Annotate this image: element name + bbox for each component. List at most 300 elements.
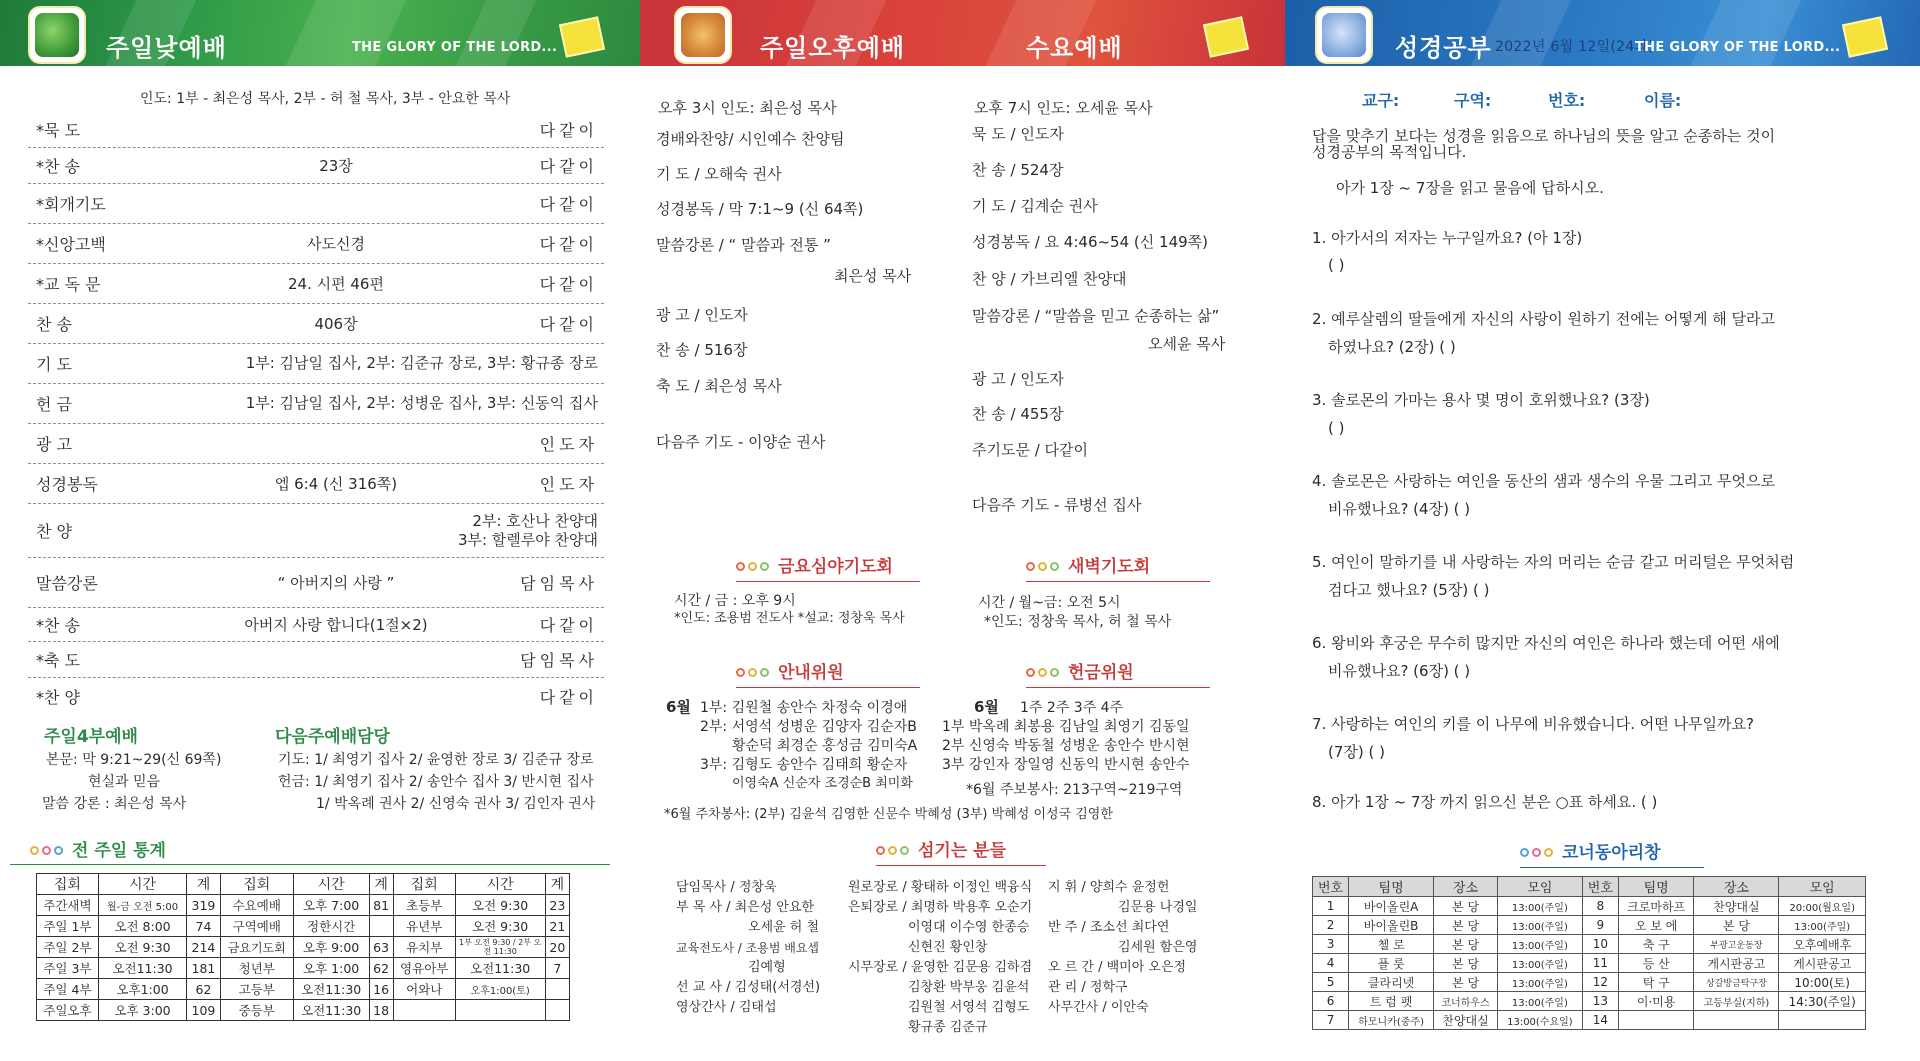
staff-line: 지 휘 / 양희수 윤정헌	[1048, 880, 1170, 895]
stats-table	[36, 873, 570, 1021]
offering-month: 6월	[974, 698, 999, 716]
column-header: 장소	[1694, 877, 1779, 897]
cell: 13:00(주일)	[1779, 916, 1866, 935]
wednesday-line: 성경봉독 / 요 4:46~54 (신 149쪽)	[972, 233, 1208, 251]
question-7: 7. 사랑하는 여인의 키를 이 나무에 비유했습니다. 어떤 나무일까요?	[1312, 715, 1754, 733]
staff-line: 김창환 박부웅 김윤석	[908, 980, 1030, 995]
cell: 오전11:30	[98, 958, 186, 979]
choir-3: 3부: 할렐루야 찬양대	[457, 530, 598, 549]
question-6: 6. 왕비와 후궁은 무수히 많지만 자신의 여인은 하나라 했는데 어떤 새에	[1312, 634, 1780, 652]
order-row	[28, 384, 604, 424]
cell: 축 구	[1618, 935, 1694, 954]
afternoon-line: 광 고 / 인도자	[656, 306, 748, 324]
afternoon-line: 기 도 / 오해숙 권사	[656, 165, 782, 183]
cell: 코너하우스	[1434, 992, 1498, 1011]
cell: 중등부	[220, 1000, 293, 1021]
study-intro: 성경공부의 목적입니다.	[1312, 143, 1467, 161]
cell	[545, 1000, 569, 1021]
choir-2: 2부: 호산나 찬양대	[472, 511, 598, 530]
cell: 6	[1313, 992, 1349, 1011]
club-table	[1312, 876, 1866, 1030]
cell	[393, 1000, 455, 1021]
cell: 18	[369, 1000, 393, 1021]
cell: 플 룻	[1349, 954, 1434, 973]
column-header: 계	[545, 874, 569, 895]
row-leader: 다같이	[539, 616, 598, 635]
cell: 크로마하프	[1618, 897, 1694, 916]
dawn-time: 시간 / 월~금: 오전 5시	[978, 595, 1121, 611]
friday-title-text: 금요심야기도회	[778, 557, 893, 577]
cell: 바이올린B	[1349, 916, 1434, 935]
leaf-logo-icon	[28, 6, 86, 64]
cell: 오전 8:00	[98, 916, 186, 937]
cell: 수요예배	[220, 895, 293, 916]
cell: 주일 4부	[37, 979, 99, 1000]
label-parish: 교구:	[1362, 91, 1400, 110]
afternoon-line: 최은성 목사	[834, 267, 912, 285]
cell: 오후 7:00	[293, 895, 369, 916]
table-row	[37, 1000, 570, 1021]
order-row	[28, 184, 604, 224]
dots-icon	[736, 667, 772, 679]
guide-line: 황순덕 최경순 홍성금 김미숙A	[732, 738, 918, 754]
fourth-service-text: 본문: 막 9:21~29(신 69쪽)	[46, 752, 222, 768]
row-leader: 다같이	[539, 315, 598, 334]
row-label: 기 도	[36, 355, 72, 374]
question-2: 2. 예루살렘의 딸들에게 자신의 사랑이 원하기 전에는 어떻게 해 달라고	[1312, 310, 1775, 328]
answer-blank-2: 하였나요? (2장) ( )	[1328, 338, 1456, 356]
row-leader: 인도자	[539, 435, 598, 454]
cell: 오전11:30	[455, 958, 545, 979]
row-label: *찬 송	[36, 157, 80, 176]
cell	[455, 1000, 545, 1021]
cell: 74	[187, 916, 221, 937]
question-4: 4. 솔로몬은 사랑하는 여인을 동산의 샘과 생수의 우물 그리고 무엇으로	[1312, 472, 1775, 490]
guide-line: 1부: 김원철 송안수 차정숙 이경애	[700, 700, 908, 716]
column-header: 모임	[1498, 877, 1583, 897]
dots-icon	[736, 561, 772, 573]
next-week-offering: 헌금: 1/ 최영기 집사 2/ 송안수 집사 3/ 반시현 집사	[278, 774, 594, 790]
cell: 본 당	[1434, 916, 1498, 935]
sunday-leaders: 인도: 1부 - 최은성 목사, 2부 - 허 철 목사, 3부 - 안요한 목사	[140, 91, 511, 107]
row-leader: 담임목사	[520, 574, 598, 593]
cell: 13:00(주일)	[1498, 992, 1583, 1011]
dots-icon	[1520, 847, 1556, 859]
row-label: *찬 양	[36, 687, 80, 707]
table-row	[1313, 992, 1866, 1011]
cell: 오후 1:00	[293, 958, 369, 979]
cell: 등 산	[1618, 954, 1694, 973]
row-leader: 1부: 김남일 집사, 2부: 김준규 장로, 3부: 황규종 장로	[245, 354, 598, 372]
note-paper-icon	[1842, 16, 1888, 58]
cell: 고등부실(지하)	[1694, 992, 1779, 1011]
table-row	[1313, 954, 1866, 973]
row-value: 엡 6:4 (신 316쪽)	[274, 475, 398, 493]
row-label: *교 독 문	[36, 275, 101, 294]
row-value: 24. 시편 46편	[288, 275, 384, 293]
dawn-title-text: 새벽기도회	[1068, 557, 1151, 577]
cell: 찬양대실	[1434, 1011, 1498, 1030]
cell: 주일 1부	[37, 916, 99, 937]
order-row	[28, 608, 604, 642]
column-header: 번호	[1313, 877, 1349, 897]
table-row	[1313, 935, 1866, 954]
cell: 13:00(주일)	[1498, 954, 1583, 973]
offering-weeks: 1주 2주 3주 4주	[1020, 700, 1124, 716]
stats-title-text: 전 주일 통계	[72, 841, 166, 861]
cell: 14	[1582, 1011, 1618, 1030]
cell	[1694, 1011, 1779, 1030]
wednesday-line: 기 도 / 김계순 권사	[972, 197, 1098, 215]
afternoon-next-prayer: 다음주 기도 - 이양순 권사	[656, 433, 826, 451]
dots-icon	[30, 845, 66, 857]
wednesday-line: 주기도문 / 다같이	[972, 441, 1089, 459]
row-leader: 다같이	[539, 157, 598, 176]
order-row	[28, 504, 604, 558]
cell: 게시판공고	[1694, 954, 1779, 973]
cell: 상갈방금탁구장	[1694, 973, 1779, 992]
order-row	[28, 642, 604, 678]
column-header: 집회	[220, 874, 293, 895]
cell: 23	[545, 895, 569, 916]
wednesday-time: 오후 7시 인도: 오세윤 목사	[974, 99, 1153, 117]
cell: 주일오후	[37, 1000, 99, 1021]
bulletin-service: *6월 주보봉사: 213구역~219구역	[966, 782, 1183, 798]
cell: 초등부	[393, 895, 455, 916]
column-header: 집회	[393, 874, 455, 895]
header-banner-study	[1285, 0, 1920, 66]
column-header: 집회	[37, 874, 99, 895]
offering-title	[1026, 658, 1210, 688]
cell: 62	[187, 979, 221, 1000]
staff-line: 영상간사 / 김태섭	[676, 1000, 777, 1015]
row-label: 찬 송	[36, 315, 72, 334]
cell	[1779, 1011, 1866, 1030]
table-row	[37, 958, 570, 979]
staff-line: 김문용 나경일	[1118, 900, 1198, 915]
table-row	[1313, 1011, 1866, 1030]
row-label: 말씀강론	[36, 574, 98, 593]
row-leader: 인도자	[539, 475, 598, 494]
cell: 오후 9:00	[293, 937, 369, 958]
question-3: 3. 솔로몬의 가마는 용사 몇 명이 호위했나요? (3장)	[1312, 391, 1650, 409]
answer-blank-6: 비유했나요? (6장) ( )	[1328, 662, 1471, 680]
dots-icon	[876, 845, 912, 857]
cell: 4	[1313, 954, 1349, 973]
row-value: 사도신경	[307, 235, 365, 253]
cell: 14:30(주일)	[1779, 992, 1866, 1011]
wednesday-line: 찬 양 / 가브리엘 찬양대	[972, 270, 1127, 288]
cell: 오후 3:00	[98, 1000, 186, 1021]
row-value: “ 아버지의 사랑 ”	[277, 574, 395, 592]
cell: 트 럼 펫	[1349, 992, 1434, 1011]
order-row	[28, 558, 604, 608]
cell: 부광고운동장	[1694, 935, 1779, 954]
question-8: 8. 아가 1장 ~ 7장 까지 읽으신 분은 ○표 하세요. ( )	[1312, 793, 1658, 811]
row-label: *묵 도	[36, 121, 80, 140]
row-value: 23장	[319, 157, 353, 175]
staff-line: 오 르 간 / 백미아 오은정	[1048, 960, 1187, 975]
order-row	[28, 112, 604, 148]
question-5: 5. 여인이 말하기를 내 사랑하는 자의 머리는 순금 같고 머리털은 무엇처럼	[1312, 553, 1795, 571]
cell: 13:00(주일)	[1498, 935, 1583, 954]
staff-line: 이영대 이수영 한종승	[908, 920, 1030, 935]
cell: 81	[369, 895, 393, 916]
guide-line: 이영숙A 신순자 조경순B 최미화	[732, 776, 913, 791]
staff-title-text: 섬기는 분들	[918, 841, 1007, 861]
dawn-prayer-title	[1026, 552, 1210, 582]
cell: 오전 9:30	[98, 937, 186, 958]
guide-title-text: 안내위원	[778, 663, 844, 683]
row-leader: 다같이	[539, 235, 598, 254]
staff-line: 김세원 함은영	[1118, 940, 1198, 955]
order-row	[28, 464, 604, 504]
cell: 13:00(주일)	[1498, 916, 1583, 935]
table-row	[37, 916, 570, 937]
table-header-row	[1313, 877, 1866, 897]
staff-line: 원로장로 / 황태하 이정인 백융식	[848, 880, 1033, 895]
row-label: 찬 양	[36, 522, 72, 541]
order-row	[28, 678, 604, 714]
row-leader: 다같이	[539, 121, 598, 140]
order-row	[28, 304, 604, 344]
wednesday-line: 오세윤 목사	[1148, 335, 1226, 353]
cell: 어와나	[393, 979, 455, 1000]
staff-line: 은퇴장로 / 최명하 박용후 오순기	[848, 900, 1033, 915]
table-header-row	[37, 874, 570, 895]
cell: 10:00(토)	[1779, 973, 1866, 992]
study-instruction: 아가 1장 ~ 7장을 읽고 물음에 답하시오.	[1336, 179, 1604, 197]
afternoon-line: 찬 송 / 516장	[656, 341, 748, 359]
staff-line: 김예형	[748, 960, 786, 975]
answer-blank-5: 검다고 했나요? (5장) ( )	[1328, 581, 1490, 599]
fourth-service-title: 주일4부예배	[44, 727, 138, 747]
order-row	[28, 424, 604, 464]
cell: 하모니카(중주)	[1349, 1011, 1434, 1030]
dots-icon	[1026, 667, 1062, 679]
table-row	[1313, 973, 1866, 992]
staff-line: 신현진 황인창	[908, 940, 988, 955]
cell: 유치부	[393, 937, 455, 958]
cell: 21	[545, 916, 569, 937]
cell: 20	[545, 937, 569, 958]
cell: 본 당	[1434, 954, 1498, 973]
stats-title	[30, 836, 180, 865]
column-header: 장소	[1434, 877, 1498, 897]
wednesday-line: 묵 도 / 인도자	[972, 125, 1064, 143]
cell: 319	[187, 895, 221, 916]
cell: 109	[187, 1000, 221, 1021]
column-header: 시간	[455, 874, 545, 895]
staff-line: 교육전도사 / 조용범 배요셉	[676, 941, 819, 955]
stats-divider	[10, 864, 610, 865]
cell	[545, 979, 569, 1000]
club-title-text: 코너동아리창	[1562, 843, 1661, 863]
row-value: 406장	[314, 315, 358, 333]
answer-blank-1: ( )	[1328, 256, 1345, 274]
column-header: 모임	[1779, 877, 1866, 897]
offering-line: 1부 박옥례 최봉용 김남일 최영기 김동일	[942, 719, 1190, 735]
column-header: 팀명	[1618, 877, 1694, 897]
wednesday-line: 말씀강론 / “말씀을 믿고 순종하는 삶”	[972, 307, 1220, 325]
parking-service: *6월 주차봉사: (2부) 김윤석 김영한 신문수 박혜성 (3부) 박혜성 이성국 김영한	[664, 807, 1113, 822]
afternoon-line: 축 도 / 최은성 목사	[656, 377, 782, 395]
afternoon-time: 오후 3시 인도: 최은성 목사	[658, 99, 837, 117]
header-banner-sunday	[0, 0, 640, 66]
cell: 영유아부	[393, 958, 455, 979]
wednesday-line: 찬 송 / 455장	[972, 405, 1064, 423]
cell: 13:00(주일)	[1498, 897, 1583, 916]
row-leader: 1부: 김남일 집사, 2부: 성병운 집사, 3부: 신동익 집사	[245, 394, 598, 412]
guide-month: 6월	[666, 698, 691, 716]
cell: 3	[1313, 935, 1349, 954]
afternoon-line: 성경봉독 / 막 7:1~9 (신 64쪽)	[656, 200, 864, 218]
answer-blank-7: (7장) ( )	[1328, 743, 1385, 761]
staff-line: 사무간사 / 이안숙	[1048, 1000, 1149, 1015]
cell: 이·미용	[1618, 992, 1694, 1011]
club-title	[1520, 838, 1704, 868]
note-paper-icon	[1203, 16, 1249, 58]
row-label: *축 도	[36, 651, 80, 670]
cell	[369, 916, 393, 937]
staff-line: 황규종 김준규	[908, 1020, 988, 1035]
afternoon-line: 말씀강론 / “ 말씀과 전통 ”	[656, 236, 831, 254]
row-value: 아버지 사랑 합니다(1절×2)	[244, 616, 428, 634]
offering-title-text: 헌금위원	[1068, 663, 1134, 683]
cell: 고등부	[220, 979, 293, 1000]
note-paper-icon	[559, 16, 605, 58]
cell: 본 당	[1434, 897, 1498, 916]
cell: 본 당	[1694, 916, 1779, 935]
cell: 오전11:30	[293, 979, 369, 1000]
staff-line: 반 주 / 조소선 최다연	[1048, 920, 1170, 935]
table-row	[1313, 897, 1866, 916]
friday-prayer-title	[736, 552, 920, 582]
cell: 8	[1582, 897, 1618, 916]
cell: 클라리넷	[1349, 973, 1434, 992]
question-1: 1. 아가서의 저자는 누구일까요? (아 1장)	[1312, 229, 1583, 247]
table-row	[37, 937, 570, 958]
section-title: 성경공부	[1395, 34, 1492, 62]
row-label: 헌 금	[36, 395, 72, 414]
cell: 오전 9:30	[455, 895, 545, 916]
cell: 7	[545, 958, 569, 979]
cell: 찬양대실	[1694, 897, 1779, 916]
cell: 오후1:00(토)	[455, 979, 545, 1000]
study-intro: 답을 맞추기 보다는 성경을 읽음으로 하나님의 뜻을 알고 순종하는 것이	[1312, 127, 1776, 145]
cell: 오전 9:30	[455, 916, 545, 937]
wednesday-line: 찬 송 / 524장	[972, 161, 1064, 179]
column-header: 팀명	[1349, 877, 1434, 897]
staff-line: 오세윤 허 철	[748, 920, 820, 935]
cell: 20:00(월요일)	[1779, 897, 1866, 916]
order-row	[28, 224, 604, 264]
cell: 오후1:00	[98, 979, 186, 1000]
label-district: 구역:	[1454, 91, 1492, 110]
label-number: 번호:	[1548, 91, 1586, 110]
cell: 13:00(수요일)	[1498, 1011, 1583, 1030]
friday-leader: *인도: 조용범 전도사 *설교: 정창욱 목사	[674, 611, 905, 626]
staff-line: 김원철 서영석 김형도	[908, 1000, 1030, 1015]
cell: 오 보 에	[1618, 916, 1694, 935]
cell: 유년부	[393, 916, 455, 937]
row-label: *신앙고백	[36, 235, 106, 254]
cell: 본 당	[1434, 973, 1498, 992]
banner-subtitle: THE GLORY OF THE LORD...	[352, 40, 558, 55]
row-leader	[178, 512, 604, 550]
cell: 첼 로	[1349, 935, 1434, 954]
guide-line: 2부: 서영석 성병운 김양자 김순자B	[700, 719, 917, 735]
cell: 오후예배후	[1779, 935, 1866, 954]
table-row	[37, 979, 570, 1000]
row-leader: 다같이	[539, 687, 598, 707]
header-banner-afternoon	[640, 0, 1285, 66]
cell: 1부 오전 9:30 / 2부 오전 11:30	[455, 937, 545, 958]
dawn-leader: *인도: 정창욱 목사, 허 철 목사	[984, 614, 1172, 630]
column-header: 시간	[293, 874, 369, 895]
next-week-offering2: 1/ 박옥례 권사 2/ 신영숙 권사 3/ 김인자 권사	[316, 796, 596, 812]
staff-line: 담임목사 / 정창욱	[676, 880, 777, 895]
fourth-service-preacher: 말씀 강론 : 최은성 목사	[42, 796, 187, 812]
row-label: *찬 송	[36, 616, 80, 635]
dots-icon	[1026, 561, 1062, 573]
cell: 13:00(주일)	[1498, 973, 1583, 992]
cell: 주일 3부	[37, 958, 99, 979]
cell: 63	[369, 937, 393, 958]
answer-blank-3: ( )	[1328, 419, 1345, 437]
section-title: 주일오후예배	[760, 34, 906, 62]
cell: 181	[187, 958, 221, 979]
label-name: 이름:	[1644, 91, 1682, 110]
cell: 탁 구	[1618, 973, 1694, 992]
cell: 11	[1582, 954, 1618, 973]
cell: 12	[1582, 973, 1618, 992]
cell: 62	[369, 958, 393, 979]
section-title-wednesday: 수요예배	[1026, 34, 1123, 62]
cell: 13	[1582, 992, 1618, 1011]
cell: 7	[1313, 1011, 1349, 1030]
afternoon-line: 경배와찬양/ 시인예수 찬양팀	[656, 130, 845, 148]
guide-line: 3부: 김형도 송안수 김태희 황순자	[700, 757, 908, 773]
cell: 2	[1313, 916, 1349, 935]
row-label: *회개기도	[36, 195, 106, 214]
cell: 214	[187, 937, 221, 958]
section-title: 주일낮예배	[106, 34, 227, 62]
cell: 게시판공고	[1779, 954, 1866, 973]
column-header: 계	[369, 874, 393, 895]
wednesday-next-prayer: 다음주 기도 - 류병선 집사	[972, 496, 1142, 514]
cell: 16	[369, 979, 393, 1000]
guide-title	[736, 658, 920, 688]
table-row	[37, 895, 570, 916]
friday-time: 시간 / 금 : 오후 9시	[674, 593, 796, 609]
table-row	[1313, 916, 1866, 935]
row-label: 광 고	[36, 435, 72, 454]
column-header: 번호	[1582, 877, 1618, 897]
study-date: 2022년 6월 12일(24과)	[1495, 39, 1655, 55]
column-header: 계	[187, 874, 221, 895]
staff-line: 선 교 사 / 김성태(서경선)	[676, 980, 821, 995]
cell: 주간새벽	[37, 895, 99, 916]
row-label: 성경봉독	[36, 475, 98, 494]
cell: 바이올린A	[1349, 897, 1434, 916]
staff-line: 부 목 사 / 최은성 안요한	[676, 900, 815, 915]
cell: 정한시간	[293, 916, 369, 937]
cell	[1618, 1011, 1694, 1030]
row-leader: 담임목사	[520, 651, 598, 670]
flower-logo-icon	[674, 6, 732, 64]
row-leader: 다같이	[539, 275, 598, 294]
